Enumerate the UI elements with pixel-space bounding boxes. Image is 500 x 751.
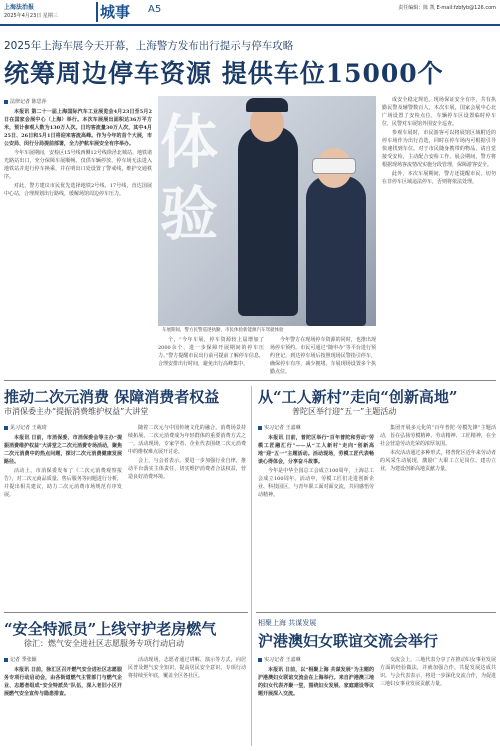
lead-column-3 <box>270 336 376 376</box>
story5-paragraph: 交流会上，三地代表分享了在推动妇女事业发展方面的经验做法，并就加强合作、共促发展达成共识。与会代表表示，将进一步深化交流合作，为促进三地妇女事业发展贡献力量。 <box>380 657 496 687</box>
story3-column-2 <box>380 424 496 604</box>
lead-paragraph: 本报讯 第二十一届上海国际汽车工业展览会4月23日至5月2日在国家会展中心（上海）举行。本次车展展出面积达36万平方米，预计参观人数为130万人次。日均客流量30万人次，其中4月25日、26日和5月1日将迎来客流高峰。作为今年的首个大展，市公安局、闵行分局提前部署，全力护航车展安全有序举办。 <box>4 109 152 147</box>
lead-column-2 <box>158 336 264 376</box>
photo-vr-headset <box>312 158 356 174</box>
story4-paragraph: 本报讯 日前，徐汇区召开燃气安全进社区志愿服务专项行动启动会，由各街道燃气主管部门与燃气企业、志愿者组成“安全特派员”队伍，深入老旧小区开展燃气安全宣传与隐患排查。 <box>4 667 122 697</box>
story3-paragraph: 本报讯 日前，普陀区举行“百年普陀和劳动”劳模工匠融汇行”——从“工人新村”走向“创新高地”迎“五一”主题活动。活动现场，劳模工匠代表畅谈心得体会，分享奋斗故事。 <box>258 435 374 465</box>
byline-marker-icon <box>258 426 262 430</box>
story4-byline-text: 记者 季张颖 <box>10 657 37 663</box>
story3-column-1 <box>258 434 374 604</box>
story4-paragraph: 活动现场，志愿者通过讲解、演示等方式，向居民普及燃气安全知识，提高居民安全意识。专项行动将持续至年底，覆盖全区各社区。 <box>128 657 246 679</box>
story3-byline-text: 实习记者 王嘉琳 <box>264 425 301 431</box>
section-rule <box>4 380 496 381</box>
lead-photo <box>158 96 376 326</box>
story2-paragraph: 本报讯 日前，市消保委、市消保委会等主办“提振消费维护权益”大讲堂之二次元消费专场活动，聚焦二次元消费中的热点问题，探讨二次元消费健康发展路径。 <box>4 435 122 465</box>
story4-column-2 <box>128 656 246 748</box>
story2-column-2 <box>128 424 246 604</box>
byline-marker-icon <box>258 658 262 662</box>
story3-subhead: 普陀区举行迎“五一”主题活动 <box>292 407 397 416</box>
story2-paragraph: 会上，与会者表示，要进一步加强行业自律，推动平台落实主体责任，切实维护消费者合法权益，营造良好消费环境。 <box>128 458 246 480</box>
lead-headline: 统筹周边停车资源 提供车位15000个 <box>4 59 444 88</box>
lead-byline <box>4 98 47 105</box>
header-divider <box>96 2 98 22</box>
lead-byline-text: 法律记者 陈思萍 <box>10 99 47 105</box>
photo-visitor-figure <box>306 176 366 326</box>
story5-byline <box>258 656 301 663</box>
lead-paragraph: 此外，本次车展期间，警方还提醒市民，切勿在非停车区域违法停车，否则将依法处理。 <box>382 171 496 185</box>
story2-headline: 推动二次元消费 保障消费者权益 <box>4 388 220 406</box>
editor-credit: 责任编辑：陈 凯 E-mail:fzbfyb@126.com <box>398 5 496 11</box>
page-number: A5 <box>148 4 162 15</box>
column-divider <box>251 386 252 746</box>
story3-byline <box>258 424 301 431</box>
byline-marker-icon <box>4 100 8 104</box>
photo-officer-figure <box>238 126 298 316</box>
photo-calligraphy: 体验 <box>160 108 219 248</box>
section-rule <box>4 612 248 613</box>
story5-paragraph: 本报讯 日前，以“相聚上海 共谋发展”为主题的沪港澳妇女联谊交流会在上海举行。来自沪港澳三地的妇女代表齐聚一堂，围绕妇女发展、家庭建设等议题开展深入交流。 <box>258 667 374 697</box>
story3-paragraph: 今年是中华全国总工会成立100周年，上海总工会成立100周年。活动中，劳模工匠们走进创新企业、科技园区，与青年职工面对面交流，共同感悟劳动精神。 <box>258 468 374 498</box>
story4-headline: “安全特派员”上线守护老房燃气 <box>4 620 217 638</box>
lead-paragraph: 今年车展期间，安检区15号线西侧12号线徐泾北城站、地铁诸光路站出口，充分保障车展顺畅。仅供车辆停放，停车场无法进入地铁站并进行停车换乘，并在明出口处设置了警戒线，维护交通秩序。 <box>4 150 152 180</box>
story5-column-1 <box>258 666 374 748</box>
newspaper-name: 上海法治报 <box>4 4 35 11</box>
story5-kicker: 相聚上海 共谋发展 <box>258 619 317 627</box>
section-title: 城事 <box>100 3 131 21</box>
story4-byline <box>4 656 37 663</box>
story5-column-2 <box>380 656 496 748</box>
byline-marker-icon <box>4 658 8 662</box>
lead-paragraph: 今年警方在现场停车资源的同时，也推出现场停车预约。市民可通过“随申办”等平台进行预约登记，到达停车场后按照现场民警指引停车，确保停车有序，减少拥堵。车展现场设置多个执勤点位。 <box>270 337 376 375</box>
byline-marker-icon <box>4 426 8 430</box>
story2-subhead: 市消保委主办“提振消费维护权益”大讲堂 <box>4 407 149 416</box>
section-rule <box>256 612 496 613</box>
photo-caption: 车展期间，警方民警巡逻执勤，市民体验新能源汽车驾驶体验 <box>162 328 284 333</box>
story4-subhead: 徐汇：燃气安全进社区志愿服务专项行动启动 <box>24 639 184 648</box>
story2-column-1 <box>4 434 122 604</box>
lead-paragraph: 对此，警方建议市民优先选择地铁2号线、17号线，直达国展中心站，合理规划出行路线，缓解场馆周边停车压力。 <box>4 183 152 197</box>
page-header <box>0 0 500 26</box>
story2-paragraph: 活动上，市消保委发布了《二次元消费观察报告》，对二次元商品质量、售后服务等问题进行分析，并提出相关建议，助力二次元消费市场规范有序发展。 <box>4 468 122 498</box>
lead-kicker: 2025年上海车展今天开幕，上海警方发布出行提示与停车攻略 <box>4 40 294 52</box>
photo-officer-cap <box>246 98 288 112</box>
story3-paragraph: 集团开展多元化的“百年普陀·劳模先锋”主题活动，旨在弘扬劳模精神、劳动精神、工匠精神，在全社会营造劳动光荣的浓厚氛围。 <box>380 425 496 447</box>
story5-headline: 沪港澳妇女联谊交流会举行 <box>258 632 439 650</box>
lead-column-1 <box>4 108 152 348</box>
lead-paragraph: 成安全稳定规范。现场保证安全有序，共有执勤民警及辅警数百人，本次车展，国家会展中心北广场设置了安检点位，车辆停车区设置临时停车位，民警对车展馆外围安全巡查。 <box>382 97 496 127</box>
lead-paragraph: 参观车展时，市民游客可以将展馆区域附近的停车场作为出行首选，同时在停车场内可根据引导快速找到车位。对于市民随身携带的物品，请自觉接受安检，主动配合安检工作。展会期间，警方将根据现场客流情况实施分段管理，保障游客安全。 <box>382 130 496 168</box>
lead-paragraph: 个，“今年车展，停车资源较上届增加了2000余个，进一步保障开展期间的停车压力。”警方提醒市民出行前可提前了解停车信息，合理安排出行时间，避免出行高峰集中。 <box>158 337 264 367</box>
story2-byline-text: 见习记者 王葳琦 <box>10 425 47 431</box>
story2-byline <box>4 424 47 431</box>
lead-column-4 <box>382 96 496 376</box>
story3-paragraph: 本次活动通过多种形式，将普陀区近年来劳动者的风采生动展现，激励广大职工立足岗位、建功立业，为建设创新高地贡献力量。 <box>380 450 496 472</box>
story5-byline-text: 实习记者 王嘉琳 <box>264 657 301 663</box>
story2-paragraph: 随着二次元与中国传统文化的融合，消费场景持续拓展，二次元消费成为年轻群体的重要消费方式之一。活动现场，专家学者、企业代表围绕二次元消费中的维权难点展开讨论。 <box>128 425 246 455</box>
issue-date: 2025年4月23日 星期三 <box>4 13 58 19</box>
story3-headline: 从“工人新村”走向“创新高地” <box>258 388 458 406</box>
story4-column-1 <box>4 666 122 748</box>
